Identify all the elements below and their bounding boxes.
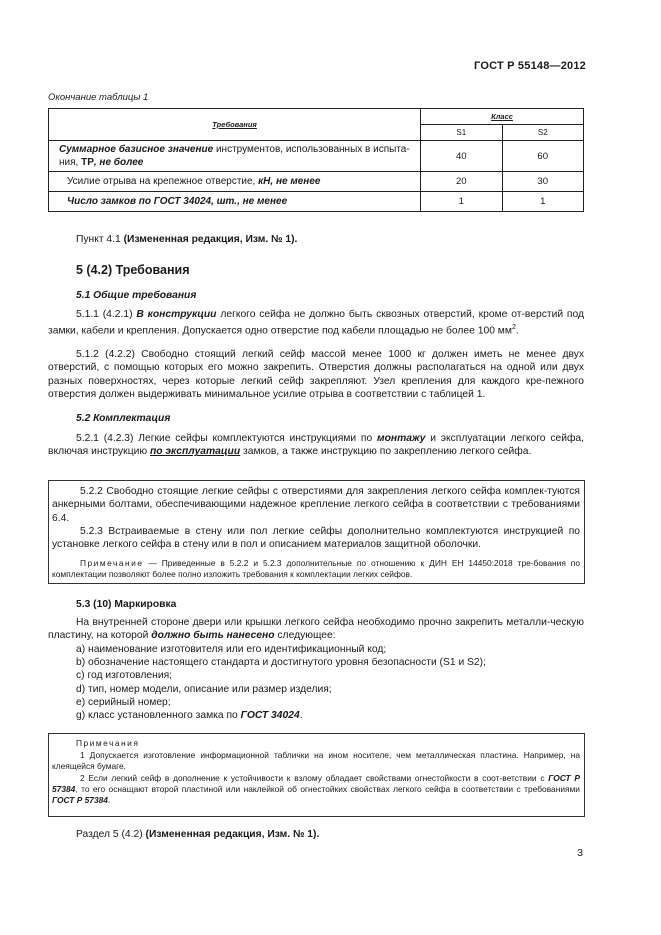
amendment-note-section-5: Раздел 5 (4.2) (Измененная редакция, Изм. № 1). xyxy=(76,829,320,840)
class-s2-header: S2 xyxy=(502,125,583,141)
note-5-2: Примечание — Приведенные в 5.2.2 и 5.2.3 дополнительные по отношению к ДИН ЕН 14450:2018 тре-бования по комплектации позволяют более полно изложить требования к комплектации легких сейфов. xyxy=(52,558,580,579)
list-item: g) класс установленного замка по ГОСТ 34024. xyxy=(76,710,303,722)
list-item: e) серийный номер; xyxy=(76,696,171,708)
row1-s2: 60 xyxy=(502,141,583,172)
list-item: c) год изготовления; xyxy=(76,670,173,682)
subsection-5-3-title: 5.3 (10) Маркировка xyxy=(76,599,177,610)
page-number: 3 xyxy=(577,847,583,859)
table-caption: Окончание таблицы 1 xyxy=(48,92,149,103)
list-item: b) обозначение настоящего стандарта и достигнутого уровня безопасности (S1 и S2); xyxy=(76,657,486,669)
row3-s2: 1 xyxy=(502,192,583,212)
paragraph-5-2-2: 5.2.2 Свободно стоящие легкие сейфы с отверстиями для закрепления легкого сейфа комплек-туются анкерными болтами, обеспечивающими надежное крепление легкого сейфа в соответствии с требованиями 6.4. xyxy=(52,486,580,524)
document-code: ГОСТ Р 55148—2012 xyxy=(474,60,586,72)
paragraph-5-2-3: 5.2.3 Встраиваемые в стену или пол легкие сейфы дополнительно комплектуются инструкцией по установке легкого сейфа в стену или в пол и описанием материалов защитной оболочки. xyxy=(52,526,580,551)
list-item: d) тип, номер модели, описание или размер изделия; xyxy=(76,683,332,695)
marking-list xyxy=(76,643,486,722)
subsection-5-2-title: 5.2 Комплектация xyxy=(76,413,171,424)
notes-title: Примечания xyxy=(76,738,140,748)
note-2: 2 Если легкий сейф в дополнение к устойчивости к взлому обладает свойствами огнестойкости в соот-ветствии с ГОСТ Р 57384, то его оснащают второй пластиной или наклейкой об огнестойких свойствах легкого сейфа в соответствии с требованиями ГОСТ Р 57384. xyxy=(52,773,580,805)
paragraph-5-2-1: 5.2.1 (4.2.3) Легкие сейфы комплектуются инструкциями по монтажу и эксплуатации легкого сейфа, включая инструкцию по эксплуатации замков, а также инструкцию по закреплению легкого сейфа. xyxy=(48,433,585,458)
section-title: 5 (4.2) Требования xyxy=(76,263,190,277)
row2-s1: 20 xyxy=(421,172,502,192)
note-1: 1 Допускается изготовление информационной таблички на ином носителе, чем металлическая пластина. Например, на клеящейся бумаге. xyxy=(52,750,580,771)
col-header-class: Класс xyxy=(421,109,584,125)
requirements-table xyxy=(48,108,584,212)
col-header-requirements: Требования xyxy=(49,109,421,141)
paragraph-5-3: На внутренней стороне двери или крышки легкого сейфа необходимо прочно закрепить металли-ческую пластину, на которой должно быть нанесено следующее: xyxy=(48,617,584,642)
row1-s1: 40 xyxy=(421,141,502,172)
amendment-note-4-1: Пункт 4.1 (Измененная редакция, Изм. № 1). xyxy=(76,234,298,245)
table-row: Суммарное базисное значение инструментов, использованных в испыта-ния, ТР, не более 40 60 xyxy=(49,141,584,172)
row3-s1: 1 xyxy=(421,192,502,212)
subsection-5-1-title: 5.1 Общие требования xyxy=(76,290,197,301)
paragraph-5-1-2: 5.1.2 (4.2.2) Свободно стоящий легкий сейф массой менее 1000 кг должен иметь не менее двух отверстий, с помощью которых его можно закрепить. Отверстия должны располагаться на одной или двух разных поверхностях, через которые легкий сейф закрепляют. Узел крепления для каждого кре-пежного отверстия должен выдерживать минимальное усилие отрыва в соответствии с таблицей 1. xyxy=(48,349,584,401)
row2-s2: 30 xyxy=(502,172,583,192)
table-row: Число замков по ГОСТ 34024, шт., не менее 1 1 xyxy=(49,192,584,212)
table-row: Усилие отрыва на крепежное отверстие, кН, не менее 20 30 xyxy=(49,172,584,192)
class-s1-header: S1 xyxy=(421,125,502,141)
list-item: a) наименование изготовителя или его идентификационный код; xyxy=(76,644,387,655)
paragraph-5-1-1: 5.1.1 (4.2.1) В конструкции легкого сейфа не должно быть сквозных отверстий, кроме от-верстий под замки, кабели и крепления. Допускается одно отверстие под кабели площадью не более 100 $мм^2$. xyxy=(48,309,585,337)
